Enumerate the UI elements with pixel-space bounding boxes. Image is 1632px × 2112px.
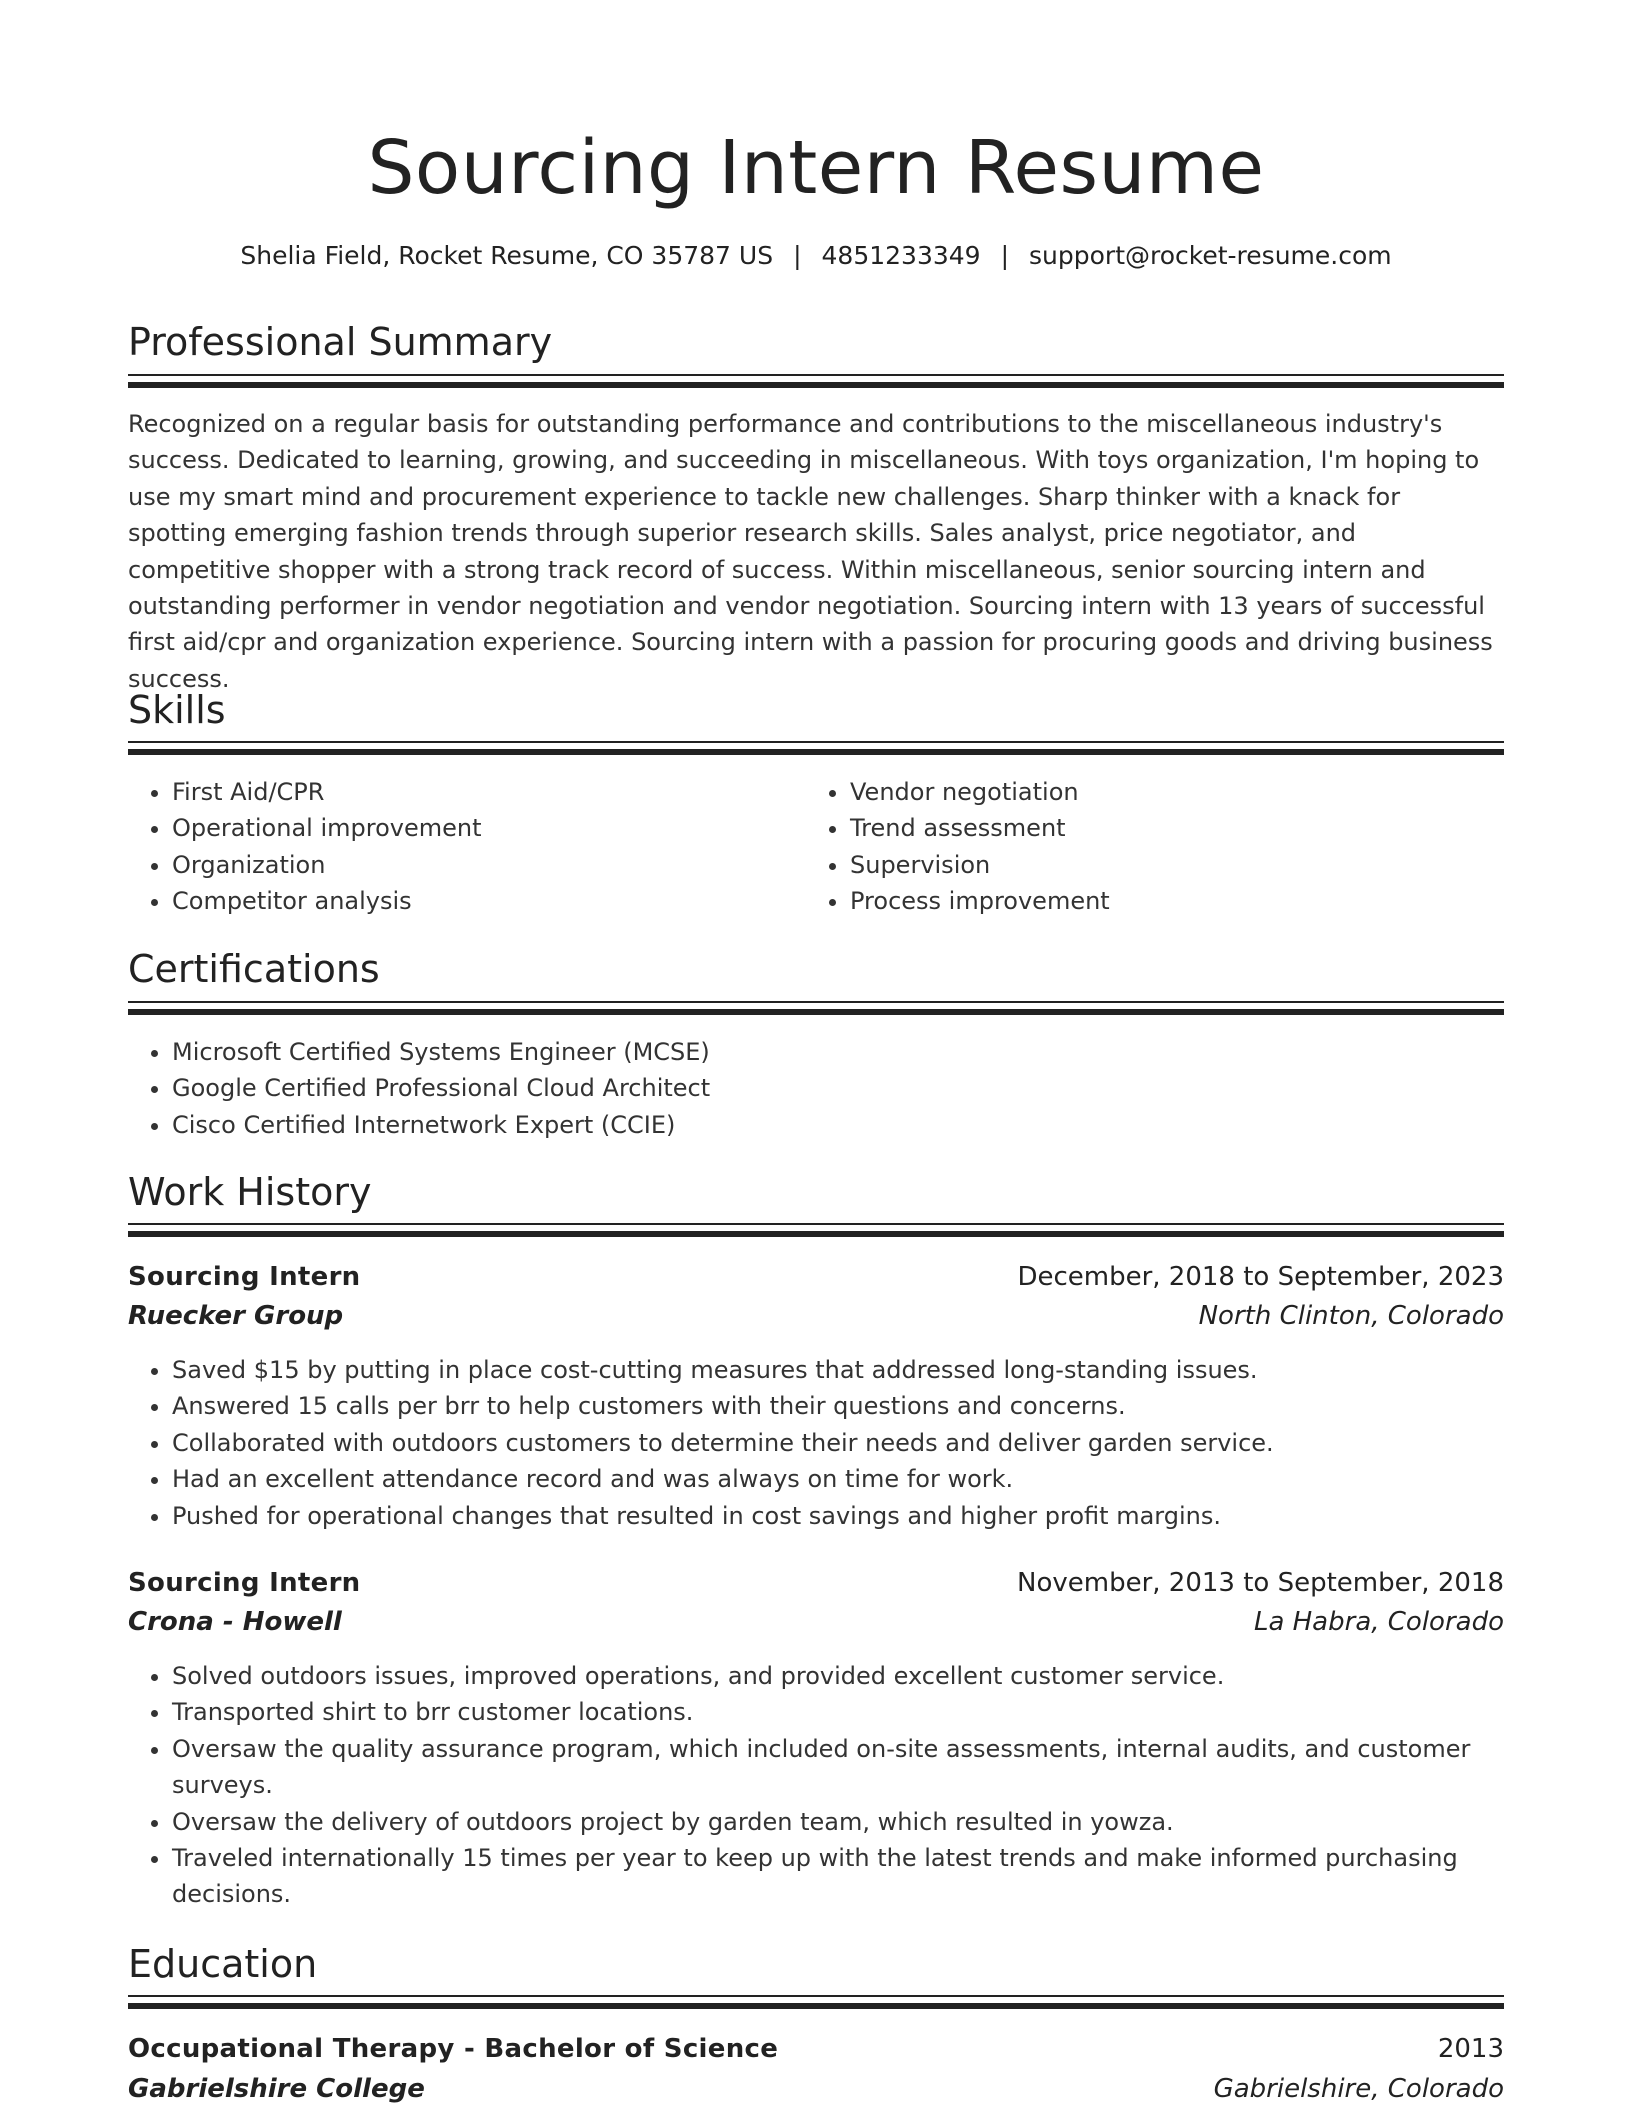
certification-item: • Google Certified Professional Cloud Architect	[172, 1070, 1504, 1106]
job-location: North Clinton, Colorado	[1198, 1301, 1504, 1331]
education-location: Gabrielshire, Colorado	[1213, 2074, 1504, 2104]
resume-title: Sourcing Intern Resume	[367, 125, 1265, 211]
job-dates: November, 2013 to September, 2018	[1017, 1568, 1504, 1598]
responsibility-item: • Answered 15 calls per brr to help customers with their questions and concerns.	[172, 1388, 1504, 1424]
job-responsibilities	[128, 1352, 1504, 1534]
job-company: Crona - Howell	[128, 1607, 342, 1637]
job-dates: December, 2018 to September, 2023	[1017, 1262, 1504, 1292]
section-divider	[128, 741, 1504, 755]
job-company-row	[128, 1297, 1504, 1335]
certification-item: • Microsoft Certified Systems Engineer (MCSE)	[172, 1034, 1504, 1070]
job-title: Sourcing Intern	[128, 1262, 361, 1292]
skill-item: • Vendor negotiation	[850, 774, 1504, 810]
skill-item: • Process improvement	[850, 883, 1504, 919]
section-divider	[128, 1995, 1504, 2009]
education-school-row	[128, 2070, 1504, 2108]
education-header-row	[128, 2030, 1504, 2068]
responsibility-item: • Traveled internationally 15 times per year to keep up with the latest trends and make informed purchasing decisions.	[172, 1840, 1504, 1913]
education-year: 2013	[1437, 2034, 1504, 2064]
responsibility-item: • Transported shirt to brr customer locations.	[172, 1694, 1504, 1730]
section-heading-certifications: Certifications	[128, 947, 380, 991]
contact-address: Shelia Field, Rocket Resume, CO 35787 US	[240, 241, 774, 270]
contact-phone: 4851233349	[821, 241, 981, 270]
job-header-row	[128, 1564, 1504, 1602]
education-school: Gabrielshire College	[128, 2074, 425, 2104]
skills-column-left	[128, 774, 806, 920]
skill-item: • Competitor analysis	[172, 883, 806, 919]
section-heading-work-history: Work History	[128, 1170, 372, 1214]
contact-email[interactable]: support@rocket-resume.com	[1029, 241, 1392, 270]
certifications-list	[128, 1034, 1504, 1143]
section-divider	[128, 1001, 1504, 1015]
job-header-row	[128, 1258, 1504, 1296]
responsibility-item: • Had an excellent attendance record and was always on time for work.	[172, 1461, 1504, 1497]
certification-item: • Cisco Certified Internetwork Expert (CCIE)	[172, 1107, 1504, 1143]
education-degree: Occupational Therapy - Bachelor of Science	[128, 2034, 779, 2064]
skill-item: • Operational improvement	[172, 810, 806, 846]
responsibility-item: • Pushed for operational changes that resulted in cost savings and higher profit margins.	[172, 1498, 1504, 1534]
section-heading-education: Education	[128, 1942, 318, 1986]
responsibility-item: • Solved outdoors issues, improved operations, and provided excellent customer service.	[172, 1658, 1504, 1694]
section-divider	[128, 374, 1504, 388]
contact-separator: |	[1000, 241, 1010, 270]
section-divider	[128, 1223, 1504, 1237]
job-responsibilities	[128, 1658, 1504, 1913]
skill-item: • Trend assessment	[850, 810, 1504, 846]
skills-column-right	[806, 774, 1504, 920]
responsibility-item: • Saved $15 by putting in place cost-cutting measures that addressed long-standing issues.	[172, 1352, 1504, 1388]
job-company: Ruecker Group	[128, 1301, 344, 1331]
skill-item: • First Aid/CPR	[172, 774, 806, 810]
section-heading-skills: Skills	[128, 688, 226, 732]
skill-item: • Supervision	[850, 847, 1504, 883]
responsibility-item: • Oversaw the delivery of outdoors project by garden team, which resulted in yowza.	[172, 1804, 1504, 1840]
contact-separator: |	[793, 241, 802, 270]
summary-text: Recognized on a regular basis for outstanding performance and contributions to the miscellaneous industry's success. Dedicated to learning, growing, and succeeding in miscellaneous. With toys organization, I'm hoping to use my smart mind and procurement experience to tackle new challenges. Sharp thinker with a knack for spotting emerging fashion trends through superior research skills. Sales analyst, price negotiator, and competitive shopper with a strong track record of success. Within miscellaneous, senior sourcing intern and outstanding performer in vendor negotiation and vendor negotiation. Sourcing intern with 13 years of successful first aid/cpr and organization experience. Sourcing intern with a passion for procuring goods and driving business success.	[128, 410, 1493, 693]
responsibility-item: • Collaborated with outdoors customers to determine their needs and deliver garden service.	[172, 1425, 1504, 1461]
responsibility-item: • Oversaw the quality assurance program, which included on-site assessments, internal audits, and customer surveys.	[172, 1731, 1504, 1804]
job-company-row	[128, 1603, 1504, 1641]
contact-line	[128, 238, 1504, 274]
job-title: Sourcing Intern	[128, 1568, 361, 1598]
job-location: La Habra, Colorado	[1253, 1607, 1504, 1637]
section-heading-summary: Professional Summary	[128, 320, 553, 364]
skill-item: • Organization	[172, 847, 806, 883]
